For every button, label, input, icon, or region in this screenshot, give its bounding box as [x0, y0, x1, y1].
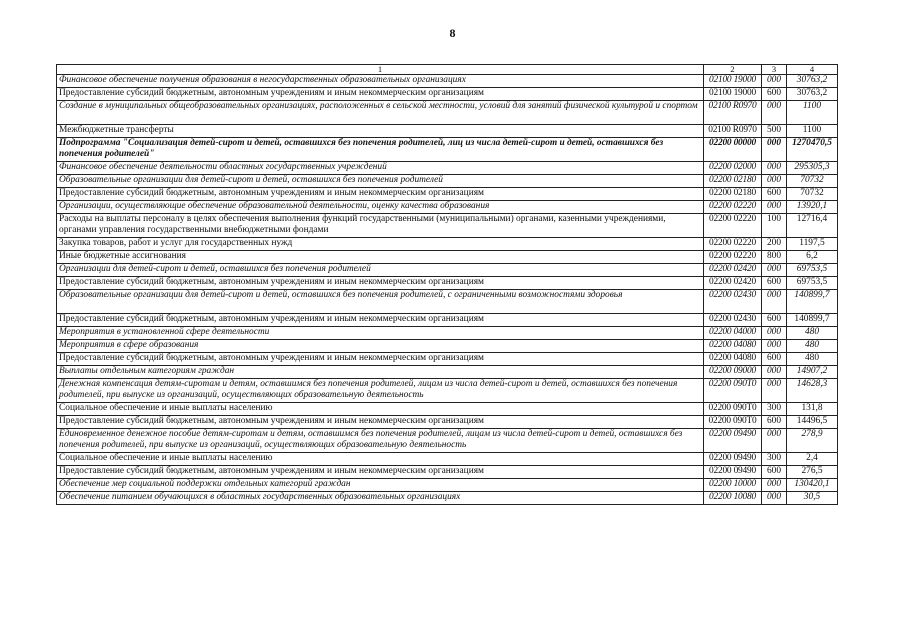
row-name-cell: Обеспечение мер социальной поддержки отдельных категорий граждан [57, 479, 704, 492]
table-row [57, 201, 838, 214]
row-name-cell: Организации для детей-сирот и детей, оставшихся без попечения родителей [57, 264, 704, 277]
table-row [57, 101, 838, 125]
row-amount-cell: 1270470,5 [787, 138, 838, 162]
row-code-cell: 02200 09490 [704, 429, 762, 453]
row-amount-cell: 1100 [787, 101, 838, 125]
table-row [57, 314, 838, 327]
row-code-cell: 02200 09490 [704, 466, 762, 479]
table-row [57, 238, 838, 251]
table-row [57, 88, 838, 101]
row-type-cell: 000 [762, 75, 787, 88]
row-amount-cell: 12716,4 [787, 214, 838, 238]
row-type-cell: 600 [762, 416, 787, 429]
table-row [57, 277, 838, 290]
table-row [57, 162, 838, 175]
table-row [57, 453, 838, 466]
row-name-cell: Мероприятия в установленной сфере деятельности [57, 327, 704, 340]
row-code-cell: 02200 04080 [704, 340, 762, 353]
budget-table [56, 64, 838, 505]
row-type-cell: 000 [762, 290, 787, 314]
row-type-cell: 000 [762, 264, 787, 277]
row-amount-cell: 30763,2 [787, 88, 838, 101]
row-code-cell: 02100 19000 [704, 88, 762, 101]
row-code-cell: 02200 10080 [704, 492, 762, 505]
row-type-cell: 100 [762, 214, 787, 238]
row-code-cell: 02200 02420 [704, 277, 762, 290]
row-type-cell: 600 [762, 314, 787, 327]
row-amount-cell: 6,2 [787, 251, 838, 264]
row-code-cell: 02200 00000 [704, 138, 762, 162]
row-type-cell: 000 [762, 138, 787, 162]
table-row [57, 340, 838, 353]
row-code-cell: 02200 02180 [704, 188, 762, 201]
table-row [57, 353, 838, 366]
row-code-cell: 02200 02220 [704, 251, 762, 264]
row-type-cell: 800 [762, 251, 787, 264]
row-name-cell: Межбюджетные трансферты [57, 125, 704, 138]
row-amount-cell: 1100 [787, 125, 838, 138]
row-name-cell: Предоставление субсидий бюджетным, автономным учреждениям и иным некоммерческим организациям [57, 466, 704, 479]
row-amount-cell: 140899,7 [787, 290, 838, 314]
row-type-cell: 000 [762, 492, 787, 505]
header-cell-3: 3 [762, 65, 787, 75]
row-code-cell: 02200 090Т0 [704, 416, 762, 429]
row-amount-cell: 278,9 [787, 429, 838, 453]
row-name-cell: Обеспечение питанием обучающихся в областных государственных образовательных организациях [57, 492, 704, 505]
table-row [57, 379, 838, 403]
row-type-cell: 000 [762, 340, 787, 353]
row-name-cell: Предоставление субсидий бюджетным, автономным учреждениям и иным некоммерческим организациям [57, 416, 704, 429]
row-code-cell: 02200 02000 [704, 162, 762, 175]
row-type-cell: 300 [762, 403, 787, 416]
table-row [57, 492, 838, 505]
table-row [57, 416, 838, 429]
row-name-cell: Социальное обеспечение и иные выплаты населению [57, 453, 704, 466]
row-amount-cell: 14907,2 [787, 366, 838, 379]
row-type-cell: 200 [762, 238, 787, 251]
row-type-cell: 000 [762, 429, 787, 453]
row-code-cell: 02200 02430 [704, 314, 762, 327]
row-type-cell: 000 [762, 201, 787, 214]
row-amount-cell: 140899,7 [787, 314, 838, 327]
row-name-cell: Социальное обеспечение и иные выплаты населению [57, 403, 704, 416]
row-type-cell: 600 [762, 88, 787, 101]
row-code-cell: 02200 02220 [704, 214, 762, 238]
row-name-cell: Создание в муниципальных общеобразовательных организациях, расположенных в сельской местности, условий для занятий физической культурой и спортом [57, 101, 704, 125]
row-type-cell: 600 [762, 277, 787, 290]
row-code-cell: 02200 09490 [704, 453, 762, 466]
row-name-cell: Предоставление субсидий бюджетным, автономным учреждениям и иным некоммерческим организациям [57, 277, 704, 290]
row-amount-cell: 480 [787, 353, 838, 366]
row-code-cell: 02200 04000 [704, 327, 762, 340]
row-name-cell: Денежная компенсация детям-сиротам и детям, оставшимся без попечения родителей, лицам из числа детей-сирот и детей, оставшихся без попечения родителей, при выпуске из организаций, осуществляющих образовательную деятельность [57, 379, 704, 403]
table-row [57, 479, 838, 492]
header-cell-4: 4 [787, 65, 838, 75]
row-amount-cell: 295305,3 [787, 162, 838, 175]
row-name-cell: Предоставление субсидий бюджетным, автономным учреждениям и иным некоммерческим организациям [57, 353, 704, 366]
row-name-cell: Подпрограмма "Социализация детей-сирот и детей, оставшихся без попечения родителей, лиц из числа детей-сирот и детей, оставшихся без попечения родителей" [57, 138, 704, 162]
table-row [57, 125, 838, 138]
row-type-cell: 600 [762, 353, 787, 366]
row-amount-cell: 70732 [787, 175, 838, 188]
row-amount-cell: 69753,5 [787, 264, 838, 277]
row-type-cell: 000 [762, 366, 787, 379]
row-amount-cell: 480 [787, 327, 838, 340]
row-amount-cell: 2,4 [787, 453, 838, 466]
table-row [57, 264, 838, 277]
row-name-cell: Предоставление субсидий бюджетным, автономным учреждениям и иным некоммерческим организациям [57, 188, 704, 201]
row-code-cell: 02200 090Т0 [704, 379, 762, 403]
row-amount-cell: 14628,3 [787, 379, 838, 403]
table-row [57, 75, 838, 88]
row-type-cell: 600 [762, 188, 787, 201]
header-cell-1: 1 [57, 65, 704, 75]
budget-table-body [57, 65, 838, 505]
row-name-cell: Иные бюджетные ассигнования [57, 251, 704, 264]
row-name-cell: Финансовое обеспечение получения образования в негосударственных образовательных организациях [57, 75, 704, 88]
row-code-cell: 02200 090Т0 [704, 403, 762, 416]
row-name-cell: Предоставление субсидий бюджетным, автономным учреждениям и иным некоммерческим организациям [57, 88, 704, 101]
row-code-cell: 02100 R0970 [704, 125, 762, 138]
row-code-cell: 02200 02430 [704, 290, 762, 314]
row-code-cell: 02200 02180 [704, 175, 762, 188]
row-name-cell: Мероприятия в сфере образования [57, 340, 704, 353]
row-name-cell: Образовательные организации для детей-сирот и детей, оставшихся без попечения родителей [57, 175, 704, 188]
row-amount-cell: 276,5 [787, 466, 838, 479]
table-row [57, 429, 838, 453]
row-name-cell: Единовременное денежное пособие детям-сиротам и детям, оставшимся без попечения родителей, лицам из числа детей-сирот и детей, оставшихся без попечения родителей, при выпуске из организаций, осуществляющих образовательную деятельность [57, 429, 704, 453]
row-type-cell: 300 [762, 453, 787, 466]
table-row [57, 175, 838, 188]
table-row [57, 327, 838, 340]
row-type-cell: 000 [762, 379, 787, 403]
row-name-cell: Выплаты отдельным категориям граждан [57, 366, 704, 379]
row-amount-cell: 70732 [787, 188, 838, 201]
row-name-cell: Образовательные организации для детей-сирот и детей, оставшихся без попечения родителей, с ограниченными возможностями здоровья [57, 290, 704, 314]
row-name-cell: Расходы на выплаты персоналу в целях обеспечения выполнения функций государственными (муниципальными) органами, казенными учреждениями, органами управления государственными внебюджетными фондами [57, 214, 704, 238]
row-code-cell: 02100 19000 [704, 75, 762, 88]
table-row [57, 251, 838, 264]
row-type-cell: 000 [762, 162, 787, 175]
row-type-cell: 000 [762, 479, 787, 492]
row-amount-cell: 30763,2 [787, 75, 838, 88]
table-row [57, 366, 838, 379]
row-amount-cell: 1197,5 [787, 238, 838, 251]
table-row [57, 214, 838, 238]
row-amount-cell: 30,5 [787, 492, 838, 505]
row-type-cell: 600 [762, 466, 787, 479]
row-type-cell: 000 [762, 327, 787, 340]
row-code-cell: 02200 02220 [704, 238, 762, 251]
row-amount-cell: 13920,1 [787, 201, 838, 214]
table-row [57, 290, 838, 314]
page-number: 8 [449, 26, 456, 40]
row-name-cell: Финансовое обеспечение деятельности областных государственных учреждений [57, 162, 704, 175]
table-row [57, 188, 838, 201]
row-amount-cell: 14496,5 [787, 416, 838, 429]
row-code-cell: 02100 R0970 [704, 101, 762, 125]
row-code-cell: 02200 09000 [704, 366, 762, 379]
row-amount-cell: 130420,1 [787, 479, 838, 492]
table-header-row [57, 65, 838, 75]
header-cell-2: 2 [704, 65, 762, 75]
row-type-cell: 000 [762, 101, 787, 125]
table-row [57, 466, 838, 479]
row-amount-cell: 480 [787, 340, 838, 353]
row-name-cell: Закупка товаров, работ и услуг для государственных нужд [57, 238, 704, 251]
row-amount-cell: 131,8 [787, 403, 838, 416]
row-code-cell: 02200 02420 [704, 264, 762, 277]
row-code-cell: 02200 10000 [704, 479, 762, 492]
row-type-cell: 500 [762, 125, 787, 138]
row-type-cell: 000 [762, 175, 787, 188]
row-amount-cell: 69753,5 [787, 277, 838, 290]
table-row [57, 403, 838, 416]
table-row [57, 138, 838, 162]
row-code-cell: 02200 02220 [704, 201, 762, 214]
row-code-cell: 02200 04080 [704, 353, 762, 366]
row-name-cell: Предоставление субсидий бюджетным, автономным учреждениям и иным некоммерческим организациям [57, 314, 704, 327]
row-name-cell: Организации, осуществляющие обеспечение образовательной деятельности, оценку качества образования [57, 201, 704, 214]
